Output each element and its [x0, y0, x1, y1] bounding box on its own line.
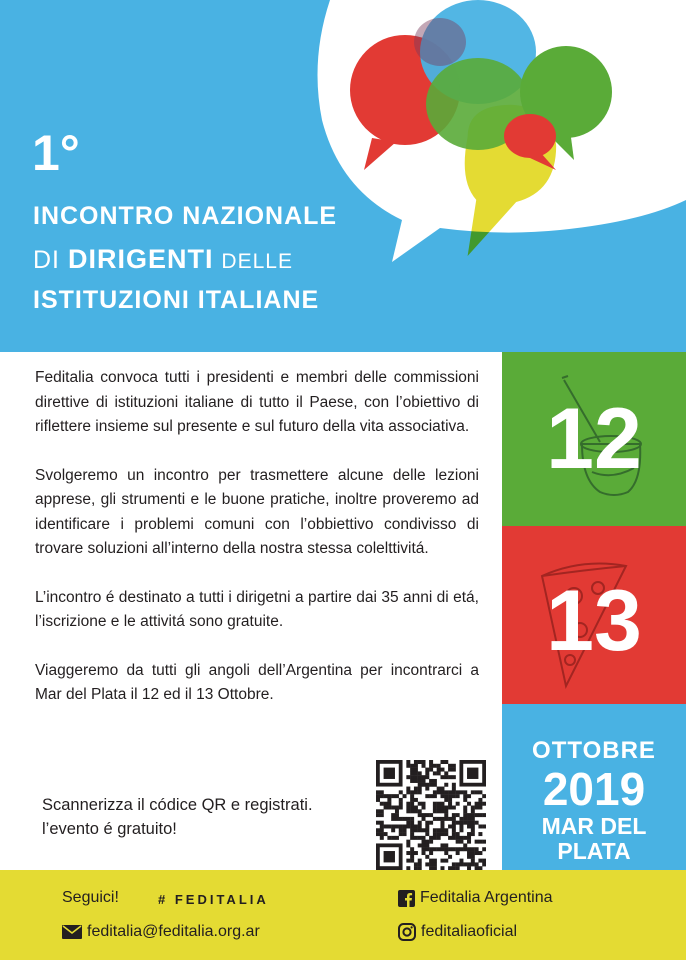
follow-label: Seguici! [62, 889, 119, 906]
email-link[interactable] [62, 923, 260, 941]
title-line-2: DI DIRIGENTI DELLE [33, 244, 293, 274]
paragraph-4: Viaggeremo da tutti gli angoli dell’Argentina per incontrarci a Mar del Plata il 12 ed il 13 Ottobre. [35, 661, 479, 703]
paragraph-1: Feditalia convoca tutti i presidenti e membri delle commissioni direttive di istituzioni italiane di tutto il Paese, con l’obiettivo di riflettere insieme sul presente e sul futuro della vita associativa. [35, 369, 479, 435]
description-text [35, 366, 479, 732]
month-label: OTTOBRE [532, 737, 656, 764]
day-13-box [502, 526, 686, 704]
envelope-icon [62, 925, 82, 939]
hashtag-link[interactable]: # FEDITALIA [158, 892, 269, 907]
instagram-text: feditaliaoficial [421, 923, 518, 940]
edition-ordinal: 1° [32, 125, 80, 181]
header-banner [0, 0, 686, 352]
email-text: feditalia@feditalia.org.ar [87, 923, 260, 940]
facebook-text: Feditalia Argentina [420, 889, 553, 906]
paragraph-2: Svolgeremo un incontro per trasmettere alcune delle lezioni apprese, gli strumenti e le buone pratiche, inoltre proveremo ad identificare i problemi comuni con l’obbiettivo condivisso di trovare soluzioni all’interno della nostra stessa colelttivitá. [35, 466, 479, 557]
paragraph-3: L’incontro é destinato a tutti i dirigetni a partire dai 35 anni di etá, l’iscrizione e le attivitá sono gratuite. [35, 588, 479, 630]
city-line-2: PLATA [557, 838, 631, 864]
year-label: 2019 [542, 763, 646, 815]
qr-caption-line-1: Scannerizza il códice QR e registrati. [42, 796, 313, 814]
qr-caption-line-2: l’evento é gratuito! [42, 820, 177, 838]
facebook-link[interactable] [398, 889, 553, 907]
title-line-1: INCONTRO NAZIONALE [33, 202, 338, 230]
instagram-link[interactable] [398, 923, 517, 941]
qr-code-icon[interactable] [376, 760, 486, 870]
qr-caption [42, 793, 313, 841]
month-year-box [502, 704, 686, 870]
instagram-icon [398, 923, 416, 941]
date-column [502, 352, 686, 870]
footer [0, 870, 686, 960]
facebook-icon [398, 890, 415, 907]
day-12-box [502, 352, 686, 526]
day-number-13: 13 [546, 573, 642, 669]
city-line-1: MAR DEL [541, 813, 647, 839]
day-number-12: 12 [546, 391, 642, 487]
title-line-3: ISTITUZIONI ITALIANE [33, 286, 320, 314]
